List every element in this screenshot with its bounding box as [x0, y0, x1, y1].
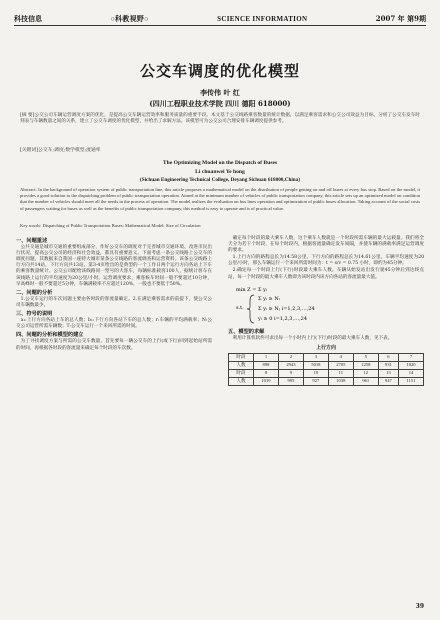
table-cell: 9 [278, 369, 303, 377]
issue-label: 2007 年 第9期 [375, 13, 426, 23]
section-heading: 五、模型的求解 [228, 328, 265, 335]
section-heading: 二、问题的分析 [16, 289, 53, 296]
table-cell: 1 [253, 353, 278, 361]
paper-title: 公交车调度的优化模型 [139, 62, 300, 80]
abstract-en: Abstract: In the background of operation system of public transportation line, this article proposes a mathematical model on the distribution of people getting on and off buses at every bus stop. Based on the model, it provides a good solution to the dispatching problem of public transportation operation. Aimed at the minimum number of vehicles of public transportation company, this article sets up an optimized model on condition that the number of vehicles should meet all the needs in the process of operation. The model realizes the evaluation on bus lines operation and optimization of public buses allocation. Taking account of the social costs of passengers waiting for buses as well as the benefits of public transportation company, this method is easy to operate and is of practical value. [20, 187, 420, 211]
section-text: 2.确定每一个时段上行(下行)时段最大乘车人数。车辆从始发站出发行驶45分钟后到达终点站，每一个时段的最大乘车人数即为该时段内该方向各站的客流量最大值。 [228, 268, 424, 280]
table-caption: 上行方向 [315, 344, 336, 351]
table-cell: 995 [278, 377, 303, 385]
keywords-en: Key words: Dispatching of Public Transportation Buses; Mathematical Model; Size of Circulation [20, 223, 201, 228]
table-cell: 人数 [229, 361, 254, 369]
table-cell: 12 [353, 369, 378, 377]
table-cell: 14 [399, 369, 424, 377]
journal-name: 科技信息 [14, 13, 42, 23]
table-cell: 时段 [229, 369, 254, 377]
table-cell: 8 [253, 369, 278, 377]
table-row [229, 377, 424, 385]
table-cell: 5018 [303, 361, 328, 369]
table-cell: 3 [303, 353, 328, 361]
section-text: 确定每个时段的最大乘车人数，这个乘车人数就是一个时段所需车辆的最大运载量。我们将全天分为若干个时段，在每个时段内，根据客流量确定发车间隔，并使车辆的满载率满足运营调度的要求。 [228, 236, 424, 254]
table-cell: 947 [378, 377, 398, 385]
table-cell: 11 [328, 369, 353, 377]
formula-line: Σ yᵢ ≥ Nᵢ [258, 295, 280, 302]
optimization-formula [228, 285, 424, 325]
running-header [14, 12, 426, 26]
table-cell: 961 [353, 377, 378, 385]
table-cell: 2943 [278, 361, 303, 369]
table-cell: 2 [278, 353, 303, 361]
table-cell: 1038 [328, 377, 353, 385]
journal-name-en: SCIENCE INFORMATION [217, 14, 308, 23]
table-cell: 1151 [399, 377, 424, 385]
table-cell: 898 [253, 361, 278, 369]
keywords-cn: [关键词]公交车;调度;数学模型;流通率 [20, 148, 101, 153]
table-cell: 6 [378, 353, 398, 361]
table-cell: 927 [303, 377, 328, 385]
table-cell: 10 [303, 369, 328, 377]
table-cell: 1019 [253, 377, 278, 385]
authors-en: Li chuanwei Ye hong [195, 169, 245, 175]
table-cell: 2705 [328, 361, 353, 369]
section-text: 公共交通是城市交通的重要组成部分，作好公交车的调度对于完善城市交通环境、改进市民出行状况、提高公交公司的经济和社会效益，都具有重要意义。下面考虑一条公交线路上公交车的调度问题，其数据来自我国一座特大城市某条公交线路的客流调查和运营资料。该条公交线路上行方向共14站，下行方向共13站，第3-4页给出的是典型的一个工作日两个运行方向各站上下车的乘客数量统计。公交公司配给该线路同一型号的大客车，每辆标准载客100人，据统计客车在该线路上运行的平均速度为20公里/小时。运营调度要求，乘客候车时间一般不要超过10分钟，早高峰时一般不要超过5分钟，车辆满载率不应超过120%，一般也不要低于50%。 [16, 245, 212, 287]
formula-line: yᵢ ≥ 0 i=1,2,3,…,24 [258, 315, 308, 322]
body-column-right [228, 236, 424, 386]
formula-label: s.t. [236, 304, 244, 311]
page-number: 39 [415, 603, 424, 610]
section-name: ○科教视野○ [110, 14, 149, 23]
institution-en: (Sichuan Engineering Technical College, Deyang Sichuan 618000,China) [140, 177, 300, 183]
table-cell: 5 [353, 353, 378, 361]
section-text: 为了寻找调度方案与所需的公交车数量，首先要每一辆公交车的上行(或下行)回到起始站所需的时间，再根据各时段的客流量来确定每个时段的车次数。 [16, 339, 212, 351]
table-cell: 时段 [229, 353, 254, 361]
table-cell: 13 [378, 369, 398, 377]
table-cell: 1020 [399, 361, 424, 369]
paper-title-en: The Optimizing Model on the Dispatch of Buses [162, 160, 278, 166]
formula-line: Σ yᵢ ≥ Nⱼ i=1,2,3,…,24 [258, 305, 315, 312]
table-cell: 人数 [229, 377, 254, 385]
passenger-table [228, 353, 424, 386]
section-text: 1.公交车运行的车次问题主要由各时段的客流量确定。2.在满足乘客需求的前提下，使公交公司车辆数最少。 [16, 296, 212, 308]
formula-brace [236, 285, 416, 325]
table-cell: 1258 [353, 361, 378, 369]
section-heading: 四、问题的分析和模型的建立 [16, 332, 84, 339]
section-text: a₁:上行方向各站上车的总人数；b₁:下行方向各站下车的总人数；r:车辆的平均满载率；N:公交公司运营所需车辆数；T:公交车运行一个来回所需的时间。 [16, 318, 212, 330]
table-row [229, 369, 424, 377]
table-cell: 4 [328, 353, 353, 361]
institution: (四川工程职业技术学院 四川 德阳 618000) [149, 99, 291, 108]
formula-objective: min Z = Σ yᵢ [236, 286, 267, 293]
section-heading: 一、问题重述 [16, 238, 48, 244]
table-cell: 7 [399, 353, 424, 361]
abstract-cn: [摘 要]公交公司车辆运营调度方案的优化，是提高公交车辆运营效率和服务质量的重要手段。本文基于公交线路乘客数量的统计数据，以满足乘客需求和公交公司效益为目标，分析了公交车发车时刻表与车辆数量之间的关系，建立了公交车调度的优化模型，并给出了求解方法。该模型可为公交公司合理安排车辆调度提供参考。 [20, 113, 420, 125]
table-cell: 931 [378, 361, 398, 369]
section-text: 利用计算机软件可求出每一个小时内上行(下行)时段的最大乘车人数，见下表。 [232, 335, 393, 341]
section-heading: 三、符号的说明 [16, 311, 53, 318]
section-text: 1.上行方向的路程总长为14.58公里，下行方向的路程总长为14.61公里。车辆平均速度为20公里/小时，那么车辆运行一个来回所需时间为：t = s/v = 0.75 小时，即约为45分钟。 [228, 255, 424, 267]
body-column-left [16, 236, 212, 353]
authors: 李传伟 叶 红 [200, 88, 240, 97]
table-row [229, 361, 424, 369]
table-header-row [229, 353, 424, 361]
